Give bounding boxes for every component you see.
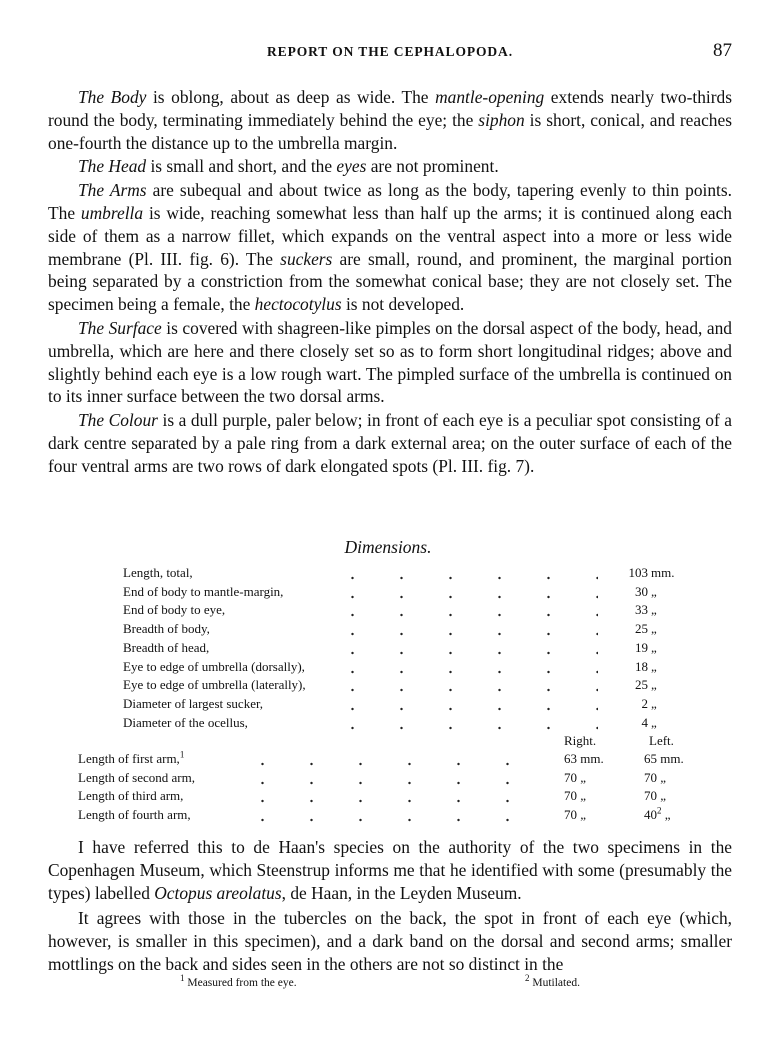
term-colour: The Colour: [78, 410, 158, 431]
leader-dots: [238, 815, 548, 825]
arm-columns-header: [0, 733, 776, 751]
text: is oblong, about as deep as wide. The: [146, 87, 436, 107]
text: extends nearly two-thirds round the body, terminating immediately behind the eye; the: [48, 87, 733, 130]
arm-row: [78, 788, 718, 806]
arm-left-value: [644, 807, 671, 823]
text: is short, conical, and reaches one-fourth the distance up to the umbrella margin.: [48, 109, 732, 153]
dimension-label: Breadth of head,: [123, 639, 210, 655]
term-hectocotylus: hectocotylus: [254, 294, 342, 315]
paragraph-comparison: [48, 907, 732, 975]
arm-left-value: 65 mm.: [644, 751, 684, 766]
term-arms: The Arms: [78, 180, 147, 201]
dimension-unit: mm.: [651, 565, 675, 580]
footnote-text: Mutilated.: [529, 977, 580, 989]
dimension-row: [78, 621, 718, 639]
arm-left-value: 70 „: [644, 788, 667, 803]
dimension-value: 103: [628, 565, 648, 580]
arm-row: [78, 770, 718, 788]
dimension-row: [78, 602, 718, 620]
footnote-2: [525, 973, 580, 989]
leader-dots: [238, 778, 548, 788]
text: are small, round, and prominent, the marginal portion being separated by a constriction from the somewhat conical base; they are not closely set. The specimen being a female, the: [48, 248, 732, 315]
text: is covered with shagreen-like pimples on the dorsal aspect of the body, head, and umbrella, which are here and there closely set so as to form short longitudinal ridges; above and slightly behind each eye is a low rough wart. The pimpled surface of the umbrella is continued on to its inner surface between the two dorsal arms.: [48, 317, 733, 407]
term-surface: The Surface: [78, 317, 162, 338]
term-head: The Head: [78, 156, 147, 177]
text: It agrees with those in the tubercles on the back, the spot in front of each eye (which, however, is smaller in this specimen), and a dark band on the dorsal and second arms; smaller mottlings on the back and sides seen in the others are not so distinct in the: [48, 908, 732, 974]
paragraph-head: [48, 155, 732, 178]
text: is wide, reaching somewhat less than half up the arms; it is continued along each side of them as a narrow fillet, which expands on the ventral aspect into a more or less wide membrane (Pl. III. fig. 6). The: [48, 202, 732, 269]
arm-label-text: Length of first arm,: [78, 751, 180, 766]
leader-dots: [318, 704, 598, 714]
arm-right-value: 70 „: [564, 806, 587, 822]
paragraph-identification: [48, 836, 732, 904]
dimension-value: 19: [635, 639, 648, 655]
dimension-value: 25: [635, 621, 648, 637]
dimension-unit: „: [651, 714, 657, 730]
column-left-header: Left.: [649, 733, 674, 748]
arm-right-value: 70 „: [564, 769, 587, 785]
dimension-row: [78, 565, 718, 583]
dimension-label: Breadth of body,: [123, 621, 210, 637]
running-title: REPORT ON THE CEPHALOPODA.: [267, 44, 513, 59]
dimension-row: [78, 715, 718, 733]
dimension-row: [78, 696, 718, 714]
dimension-unit: „: [651, 621, 657, 637]
footnote-mark: 1: [180, 973, 185, 984]
text: is not developed.: [341, 294, 465, 315]
dimension-value: 2: [641, 695, 648, 711]
dimension-value: 18: [635, 658, 648, 674]
term-eyes: eyes: [336, 156, 367, 177]
paragraph-surface: [48, 317, 732, 408]
footnote-1: [180, 973, 297, 989]
footnote-ref: 2: [657, 805, 662, 816]
arm-right-value: 63 mm.: [564, 751, 604, 766]
closing-text: [48, 836, 732, 976]
leader-dots: [238, 759, 548, 769]
arm-row: [78, 751, 718, 769]
dimension-row: [78, 677, 718, 695]
text: are subequal and about twice as long as the body, tapering evenly to thin points. The: [48, 180, 732, 223]
column-right-header: Right.: [564, 733, 597, 748]
leader-dots: [318, 573, 598, 583]
leader-dots: [318, 610, 598, 620]
arm-label: Length of second arm,: [78, 769, 195, 785]
paragraph-colour: [48, 409, 732, 477]
arm-label: Length of third arm,: [78, 788, 184, 803]
dimension-unit: „: [651, 583, 657, 599]
arm-right-value: 70 „: [564, 788, 587, 803]
leader-dots: [318, 648, 598, 658]
dimension-unit: „: [651, 639, 657, 655]
dimension-label: Length, total,: [123, 565, 193, 580]
paragraph-body: [48, 86, 732, 154]
dimension-label: Diameter of largest sucker,: [123, 695, 264, 711]
dimension-row: [78, 584, 718, 602]
arm-label: Length of fourth arm,: [78, 806, 191, 822]
dimension-unit: „: [651, 677, 657, 693]
page-header: [48, 40, 732, 68]
dimension-label: Eye to edge of umbrella (dorsally),: [123, 658, 305, 674]
leader-dots: [318, 667, 598, 677]
dimension-value: 25: [635, 677, 648, 693]
arm-label: [78, 751, 184, 767]
text: , de Haan, in the Leyden Museum.: [281, 882, 522, 903]
leader-dots: [318, 629, 598, 639]
dimension-label: Eye to edge of umbrella (laterally),: [123, 677, 306, 693]
paragraph-arms: [48, 179, 732, 316]
dimension-unit: „: [651, 695, 657, 711]
dimension-label: End of body to eye,: [123, 602, 226, 618]
dimension-label: End of body to mantle-margin,: [123, 583, 284, 599]
leader-dots: [318, 685, 598, 695]
term-siphon: siphon: [478, 109, 525, 130]
term-umbrella: umbrella: [80, 202, 144, 223]
footnotes: [0, 973, 776, 993]
term-suckers: suckers: [280, 248, 333, 269]
dimension-label: Diameter of the ocellus,: [123, 714, 248, 730]
body-text: [48, 86, 732, 478]
arm-left-number: 40: [644, 806, 657, 822]
footnote-mark: 2: [525, 973, 530, 984]
dimension-unit: „: [651, 602, 657, 618]
dimension-value: 33: [635, 602, 648, 618]
dimension-value: 30: [635, 583, 648, 599]
dimensions-title: Dimensions.: [344, 537, 432, 557]
footnote-text: Measured from the eye.: [184, 977, 297, 989]
text: I have referred this to de Haan's species on the authority of the two specimens in the Copenhagen Museum, which Steenstrup informs me that he identified with some (presumably the types) labelled: [48, 837, 732, 903]
dimension-row: [78, 659, 718, 677]
arm-left-unit: „: [661, 806, 671, 822]
term-mantle-opening: mantle-opening: [435, 87, 545, 107]
arm-left-value: 70 „: [644, 769, 667, 785]
dimension-row: [78, 640, 718, 658]
dimension-unit: „: [651, 658, 657, 674]
text: is a dull purple, paler below; in front of each eye is a peculiar spot consisting of a dark centre separated by a pale ring from a dark external area; on the outer surface of each of the four ventral arms are two rows of dark elongated spots (Pl. III. fig. 7).: [48, 410, 733, 476]
text: is small and short, and the: [146, 156, 337, 177]
leader-dots: [318, 592, 598, 602]
dimension-value: 4: [641, 714, 648, 730]
arm-row: [78, 807, 718, 825]
leader-dots: [318, 723, 598, 733]
page-number: 87: [713, 40, 732, 61]
text: are not prominent.: [366, 156, 499, 177]
species-name: Octopus areolatus: [154, 882, 282, 903]
term-body: The Body: [78, 87, 147, 107]
leader-dots: [238, 796, 548, 806]
footnote-ref: 1: [179, 749, 185, 760]
